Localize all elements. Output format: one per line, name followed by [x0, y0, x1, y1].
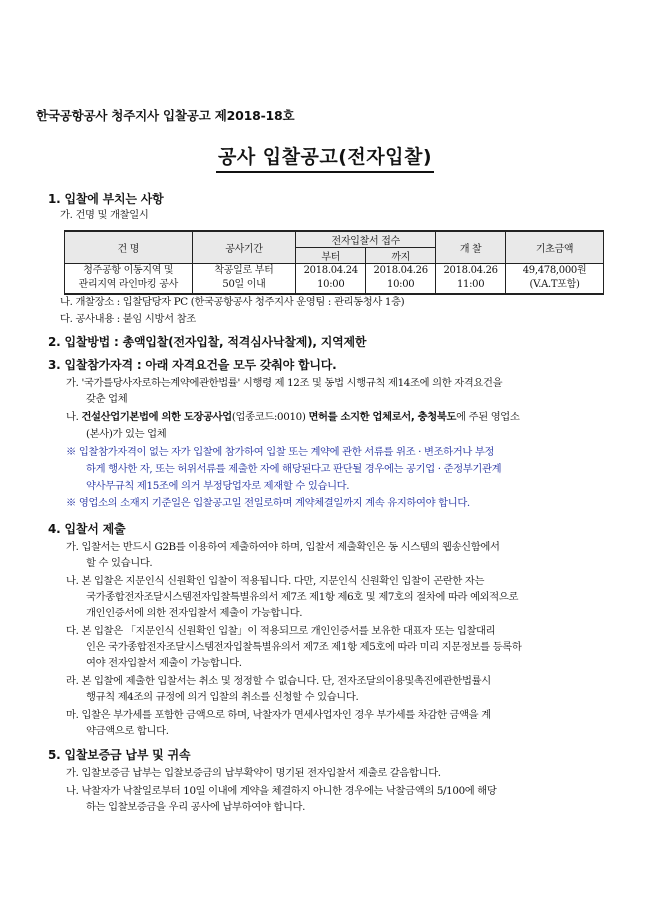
cell-period	[192, 264, 296, 294]
cell-opening	[436, 264, 506, 294]
section-3-a-line1: 가. '국가를당사자로하는계약에관한법률' 시행령 제 12조 및 동법 시행규칙 제14조에 의한 자격요건을	[66, 377, 503, 389]
section-4-c-line2: 인은 국가종합전자조달시스템전자입찰특별유의서 제7조 제1항 제5호에 따라 미리 지문정보를 등록하	[86, 641, 522, 653]
cell-name	[65, 264, 193, 294]
section-4-c-line1: 다. 본 입찰은 「지문인식 신원확인 입찰」이 적용되므로 개인인증서를 보유한 대표자 또는 입찰대리	[66, 625, 496, 637]
cell-from-date: 2018.04.24	[303, 265, 358, 277]
section-1-heading: 1. 입찰에 부치는 사항	[48, 192, 164, 206]
section-3-b-bold2: 면허를 소지한 업체로서, 충청북도	[308, 411, 457, 423]
section-4-b-line2: 국가종합전자조달시스템전자입찰특별유의서 제7조 제1항 제6호 및 제7호의 절차에 따라 예외적으로	[86, 591, 519, 603]
section-1-sub-a: 가. 건명 및 개찰일시	[60, 209, 149, 221]
section-3-b-normal2: 에 주된 영업소	[456, 411, 520, 423]
section-3-b-bold1: 건설산업기본법에 의한 도장공사업	[81, 411, 232, 423]
cell-from	[296, 264, 366, 294]
header-to: 까지	[366, 248, 436, 264]
section-3-note2: ※ 영업소의 소재지 기준일은 입찰공고일 전일로하며 계약체결일까지 계속 유지하여야 합니다.	[66, 497, 470, 509]
header-opening: 개 찰	[436, 231, 506, 264]
section-1-sub-b: 나. 개찰장소 : 입찰담당자 PC (한국공항공사 청주지사 운영팀 : 관리동청사 1층)	[60, 296, 405, 308]
cell-to	[366, 264, 436, 294]
section-4-a-line1: 가. 입찰서는 반드시 G2B를 이용하여 제출하여야 하며, 입찰서 제출확인은 동 시스템의 웹송신함에서	[66, 541, 500, 553]
cell-amount	[506, 264, 604, 294]
section-5-b-line2: 하는 입찰보증금을 우리 공사에 납부하여야 합니다.	[86, 801, 306, 813]
section-4-d-line1: 라. 본 입찰에 제출한 입찰서는 취소 및 정정할 수 없습니다. 단, 전자조달의이용및촉진에관한법률시	[66, 675, 491, 687]
bid-info-table	[64, 230, 604, 295]
header-submission: 전자입찰서 접수	[296, 231, 436, 248]
cell-amount-line2: (V.A.T포함)	[529, 279, 580, 291]
section-4-b-line3: 개인인증서에 의한 전자입찰서 제출이 가능합니다.	[86, 607, 303, 619]
cell-amount-line1: 49,478,000원	[522, 265, 587, 277]
cell-name-line1: 청주공항 이동지역 및	[83, 265, 174, 277]
section-3-b-line1	[66, 410, 520, 425]
section-3-note1-line3: 약사무규칙 제15조에 의거 부정당업자로 제재할 수 있습니다.	[86, 480, 350, 492]
cell-from-time: 10:00	[317, 279, 345, 291]
cell-to-time: 10:00	[387, 279, 415, 291]
header-base-amount: 기초금액	[506, 231, 604, 264]
cell-to-date: 2018.04.26	[373, 265, 428, 277]
header-period: 공사기간	[192, 231, 296, 264]
section-4-e-line1: 마. 입찰은 부가세를 포함한 금액으로 하며, 낙찰자가 면세사업자인 경우 부가세를 차감한 금액을 계	[66, 709, 491, 721]
section-3-note1-line1: ※ 입찰참가자격이 없는 자가 입찰에 참가하여 입찰 또는 계약에 관한 서류를 위조 · 변조하거나 부정	[66, 446, 495, 458]
section-4-d-line2: 행규칙 제4조의 규정에 의거 입찰의 취소를 신청할 수 있습니다.	[86, 691, 359, 703]
section-4-heading: 4. 입찰서 제출	[48, 522, 126, 536]
section-5-heading: 5. 입찰보증금 납부 및 귀속	[48, 748, 191, 762]
cell-open-time: 11:00	[456, 279, 485, 291]
header-name: 건 명	[65, 231, 193, 264]
section-5-a-line1: 가. 입찰보증금 납부는 입찰보증금의 납부확약이 명기된 전자입찰서 제출로 갈음합니다.	[66, 767, 441, 779]
page-title-text: 공사 입찰공고(전자입찰)	[216, 142, 434, 173]
section-2-heading: 2. 입찰방법 : 총액입찰(전자입찰, 적격심사낙찰제), 지역제한	[48, 335, 367, 349]
section-5-b-line1: 나. 낙찰자가 낙찰일로부터 10일 이내에 계약을 체결하지 아니한 경우에는 낙찰금액의 5/100에 해당	[66, 785, 497, 797]
page-title	[0, 142, 650, 173]
cell-period-line1: 착공일로 부터	[214, 265, 274, 277]
section-4-c-line3: 여야 전자입찰서 제출이 가능합니다.	[86, 657, 242, 669]
table-row	[65, 264, 604, 294]
section-1-sub-c: 다. 공사내용 : 붙임 시방서 참조	[60, 313, 196, 325]
section-3-heading: 3. 입찰참가자격 : 아래 자격요건을 모두 갖춰야 합니다.	[48, 358, 337, 372]
section-3-note1-line2: 하게 행사한 자, 또는 허위서류를 제출한 자에 해당된다고 판단될 경우에는 공기업 · 준정부기관계	[86, 463, 502, 475]
section-3-a-line2: 갖춘 업체	[86, 393, 128, 405]
header-from: 부터	[296, 248, 366, 264]
section-3-b-line2: (본사)가 있는 업체	[86, 428, 167, 440]
cell-open-date: 2018.04.26	[443, 265, 498, 277]
section-4-e-line2: 약금액으로 합니다.	[86, 725, 169, 737]
section-3-b-normal1: (업종코드:0010)	[231, 411, 309, 423]
notice-number: 한국공항공사 청주지사 입찰공고 제2018-18호	[36, 108, 295, 123]
cell-period-line2: 50일 이내	[222, 279, 266, 291]
section-3-b-prefix: 나.	[66, 411, 82, 423]
cell-name-line2: 관리지역 라인마킹 공사	[78, 279, 178, 291]
section-4-a-line2: 할 수 있습니다.	[86, 557, 153, 569]
section-4-b-line1: 나. 본 입찰은 지문인식 신원확인 입찰이 적용됩니다. 다만, 지문인식 신원확인 입찰이 곤란한 자는	[66, 575, 485, 587]
